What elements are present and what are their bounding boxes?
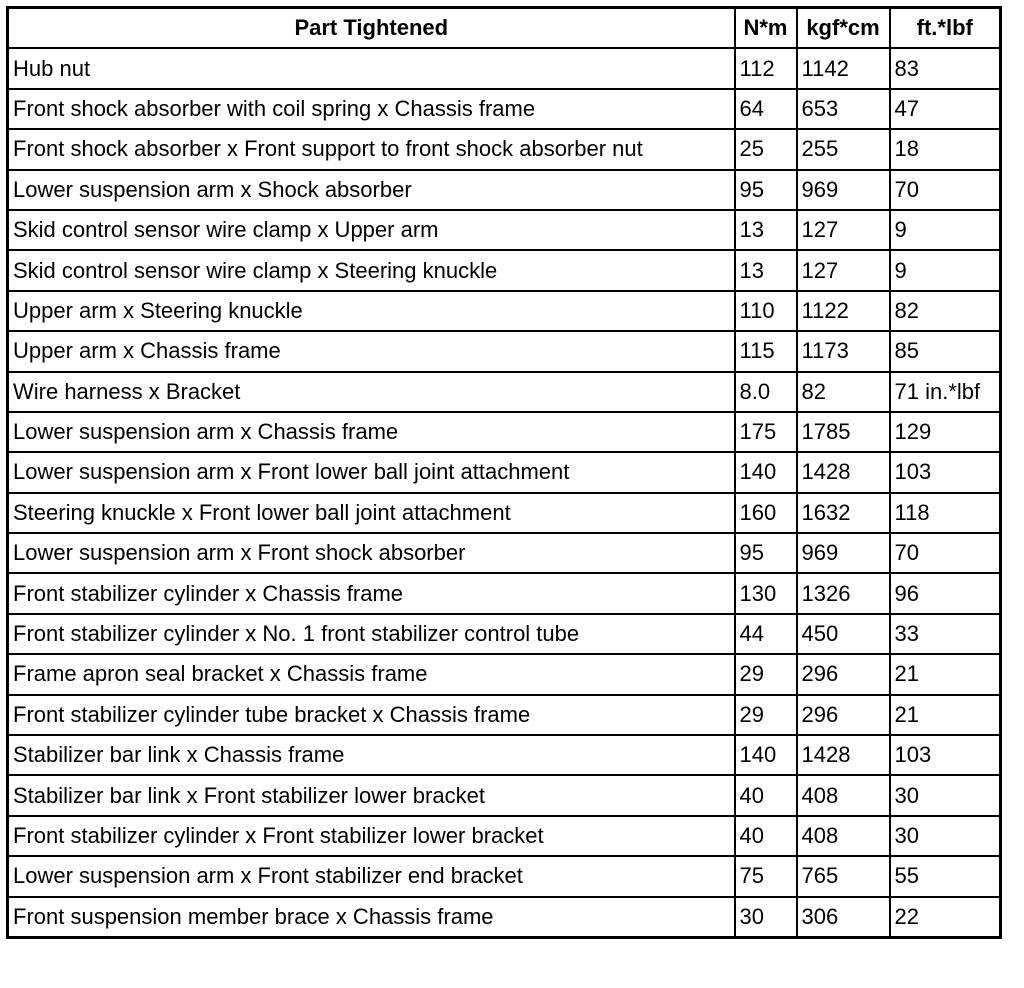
part-cell: Lower suspension arm x Chassis frame [8,412,735,452]
kgf-cm-cell: 1785 [797,412,890,452]
table-row [8,493,1001,533]
kgf-cm-cell: 408 [797,816,890,856]
nm-cell: 95 [735,170,797,210]
ft-lbf-cell: 103 [890,735,1001,775]
table-row [8,533,1001,573]
nm-cell: 8.0 [735,372,797,412]
part-cell: Lower suspension arm x Shock absorber [8,170,735,210]
kgf-cm-cell: 82 [797,372,890,412]
part-cell: Front stabilizer cylinder x Chassis frame [8,573,735,613]
nm-cell: 112 [735,48,797,88]
kgf-cm-cell: 306 [797,897,890,938]
part-cell: Frame apron seal bracket x Chassis frame [8,654,735,694]
ft-lbf-cell: 96 [890,573,1001,613]
kgf-cm-cell: 408 [797,775,890,815]
table-row [8,412,1001,452]
kgf-cm-cell: 450 [797,614,890,654]
header-row [8,8,1001,49]
part-cell: Front suspension member brace x Chassis frame [8,897,735,938]
nm-cell: 160 [735,493,797,533]
table-row [8,89,1001,129]
nm-cell: 140 [735,452,797,492]
ft-lbf-cell: 18 [890,129,1001,169]
ft-lbf-cell: 30 [890,816,1001,856]
nm-cell: 13 [735,250,797,290]
table-row [8,250,1001,290]
ft-lbf-cell: 129 [890,412,1001,452]
ft-lbf-cell: 21 [890,654,1001,694]
nm-cell: 110 [735,291,797,331]
table-row [8,210,1001,250]
ft-lbf-cell: 70 [890,533,1001,573]
ft-lbf-cell: 82 [890,291,1001,331]
nm-cell: 140 [735,735,797,775]
ft-lbf-cell: 47 [890,89,1001,129]
kgf-cm-cell: 765 [797,856,890,896]
part-cell: Skid control sensor wire clamp x Upper arm [8,210,735,250]
nm-cell: 40 [735,775,797,815]
ft-lbf-cell: 70 [890,170,1001,210]
kgf-cm-cell: 296 [797,654,890,694]
ft-lbf-cell: 71 in.*lbf [890,372,1001,412]
part-cell: Wire harness x Bracket [8,372,735,412]
nm-cell: 29 [735,654,797,694]
table-row [8,816,1001,856]
ft-lbf-cell: 9 [890,250,1001,290]
nm-cell: 40 [735,816,797,856]
table-row [8,695,1001,735]
header-ft-lbf: ft.*lbf [890,8,1001,49]
ft-lbf-cell: 30 [890,775,1001,815]
part-cell: Hub nut [8,48,735,88]
torque-spec-table [6,6,1002,939]
part-cell: Upper arm x Chassis frame [8,331,735,371]
nm-cell: 130 [735,573,797,613]
ft-lbf-cell: 85 [890,331,1001,371]
ft-lbf-cell: 103 [890,452,1001,492]
nm-cell: 64 [735,89,797,129]
part-cell: Front stabilizer cylinder x Front stabilizer lower bracket [8,816,735,856]
table-row [8,291,1001,331]
ft-lbf-cell: 118 [890,493,1001,533]
part-cell: Steering knuckle x Front lower ball joint attachment [8,493,735,533]
kgf-cm-cell: 127 [797,210,890,250]
ft-lbf-cell: 83 [890,48,1001,88]
part-cell: Front stabilizer cylinder tube bracket x Chassis frame [8,695,735,735]
kgf-cm-cell: 296 [797,695,890,735]
nm-cell: 175 [735,412,797,452]
nm-cell: 115 [735,331,797,371]
kgf-cm-cell: 1142 [797,48,890,88]
part-cell: Front shock absorber x Front support to front shock absorber nut [8,129,735,169]
nm-cell: 13 [735,210,797,250]
nm-cell: 30 [735,897,797,938]
table-row [8,331,1001,371]
header-part-tightened: Part Tightened [8,8,735,49]
table-body [8,48,1001,937]
part-cell: Stabilizer bar link x Front stabilizer lower bracket [8,775,735,815]
part-cell: Skid control sensor wire clamp x Steering knuckle [8,250,735,290]
part-cell: Stabilizer bar link x Chassis frame [8,735,735,775]
table-row [8,856,1001,896]
kgf-cm-cell: 1326 [797,573,890,613]
part-cell: Lower suspension arm x Front shock absorber [8,533,735,573]
table-row [8,372,1001,412]
table-row [8,129,1001,169]
part-cell: Front stabilizer cylinder x No. 1 front stabilizer control tube [8,614,735,654]
kgf-cm-cell: 1173 [797,331,890,371]
table-row [8,897,1001,938]
nm-cell: 25 [735,129,797,169]
part-cell: Front shock absorber with coil spring x Chassis frame [8,89,735,129]
ft-lbf-cell: 33 [890,614,1001,654]
header-nm: N*m [735,8,797,49]
table-row [8,48,1001,88]
table-row [8,735,1001,775]
table-row [8,614,1001,654]
kgf-cm-cell: 255 [797,129,890,169]
part-cell: Lower suspension arm x Front stabilizer end bracket [8,856,735,896]
table-row [8,573,1001,613]
kgf-cm-cell: 969 [797,170,890,210]
kgf-cm-cell: 1122 [797,291,890,331]
kgf-cm-cell: 1428 [797,735,890,775]
part-cell: Upper arm x Steering knuckle [8,291,735,331]
ft-lbf-cell: 55 [890,856,1001,896]
nm-cell: 75 [735,856,797,896]
nm-cell: 95 [735,533,797,573]
header-kgf-cm: kgf*cm [797,8,890,49]
table-row [8,654,1001,694]
kgf-cm-cell: 127 [797,250,890,290]
ft-lbf-cell: 22 [890,897,1001,938]
nm-cell: 29 [735,695,797,735]
table-row [8,775,1001,815]
kgf-cm-cell: 1632 [797,493,890,533]
nm-cell: 44 [735,614,797,654]
part-cell: Lower suspension arm x Front lower ball joint attachment [8,452,735,492]
ft-lbf-cell: 9 [890,210,1001,250]
table-row [8,170,1001,210]
kgf-cm-cell: 653 [797,89,890,129]
ft-lbf-cell: 21 [890,695,1001,735]
kgf-cm-cell: 969 [797,533,890,573]
table-row [8,452,1001,492]
kgf-cm-cell: 1428 [797,452,890,492]
